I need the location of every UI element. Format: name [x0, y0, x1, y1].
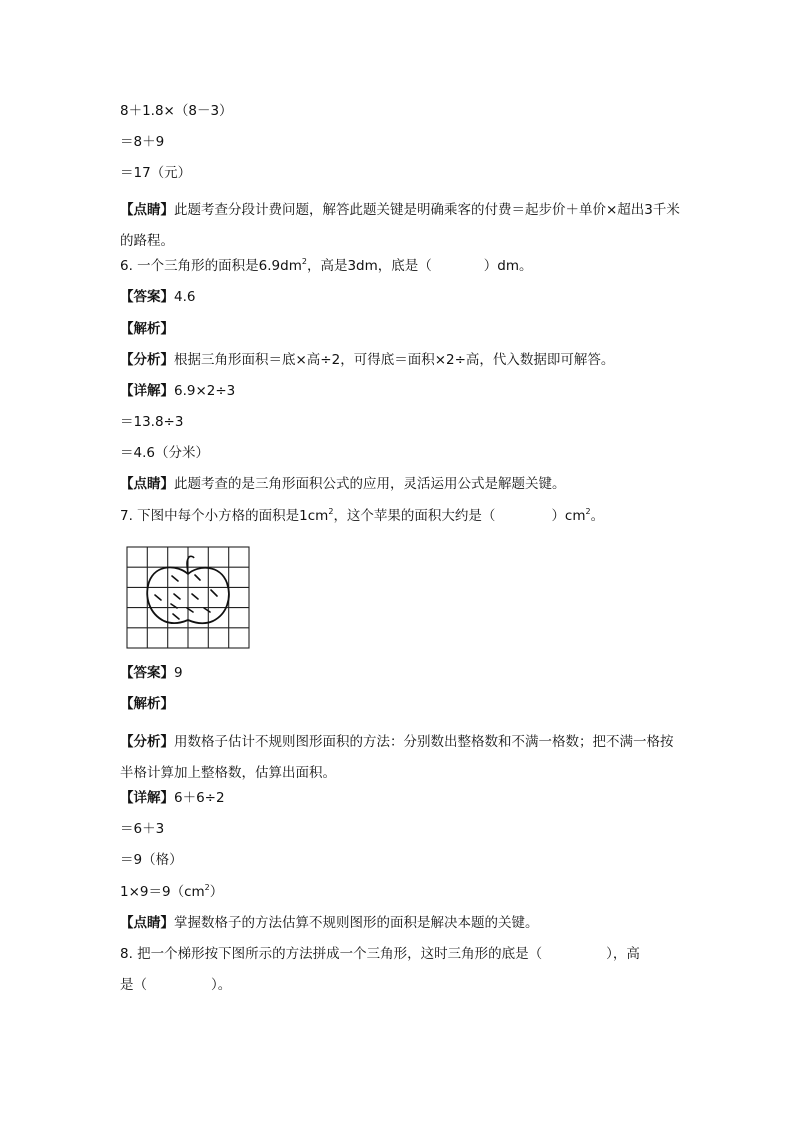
partial-square-marks — [155, 575, 217, 619]
q6-step-3: ＝4.6（分米） — [120, 445, 209, 461]
q6-fenxi: 【分析】根据三角形面积＝底×高÷2，可得底＝面积×2÷高，代入数据即可解答。 — [120, 352, 615, 368]
q6-answer: 【答案】4.6 — [120, 289, 196, 305]
q6-analysis-heading: 【解析】 — [120, 321, 174, 337]
q7-detail: 【详解】6＋6÷2 — [120, 790, 225, 806]
q7-step-4: $1\times 9=9(cm^2)$ — [120, 883, 224, 900]
q7-analysis-heading: 【解析】 — [120, 696, 174, 712]
q7-step-2: ＝6＋3 — [120, 821, 165, 837]
q7-tip: 【点睛】掌握数格子的方法估算不规则图形的面积是解决本题的关键。 — [120, 915, 539, 931]
tip-tag: 【点睛】 — [120, 202, 174, 218]
question-6: 6. 一个三角形的面积是$6.9dm^2$，高是3dm，底是（ ）dm。 — [120, 257, 533, 274]
calc-line-2: ＝8＋9 — [120, 134, 165, 150]
q7-answer: 【答案】9 — [120, 665, 183, 681]
tip-text: 此题考查分段计费问题，解答此题关键是明确乘客的付费＝起步价＋单价×超出3千米的路程。 — [120, 202, 680, 249]
q6-tip: 【点睛】此题考查的是三角形面积公式的应用，灵活运用公式是解题关键。 — [120, 476, 566, 492]
q7-step-3: ＝9（格） — [120, 852, 183, 868]
apple-grid-figure — [126, 546, 250, 649]
grid-lines — [127, 547, 249, 648]
calc-line-1: 8＋1.8×（8－3） — [120, 103, 233, 119]
q7-fenxi: 【分析】用数格子估计不规则图形面积的方法：分别数出整格数和不满一格数；把不满一格按半格计算加上整格数，估算出面积。 — [120, 734, 674, 781]
question-7: 7. 下图中每个小方格的面积是$1cm^2$，这个苹果的面积大约是（ ）$cm^2$。 — [120, 507, 605, 524]
q6-detail: 【详解】6.9×2÷3 — [120, 383, 236, 399]
q6-step-2: ＝13.8÷3 — [120, 414, 184, 430]
question-8-line-2: 是（ ）。 — [120, 977, 232, 993]
question-8: 8. 把一个梯形按下图所示的方法拼成一个三角形，这时三角形的底是（ ），高 — [120, 946, 640, 962]
q5-tip — [120, 195, 680, 257]
calc-line-3: ＝17（元） — [120, 165, 192, 181]
